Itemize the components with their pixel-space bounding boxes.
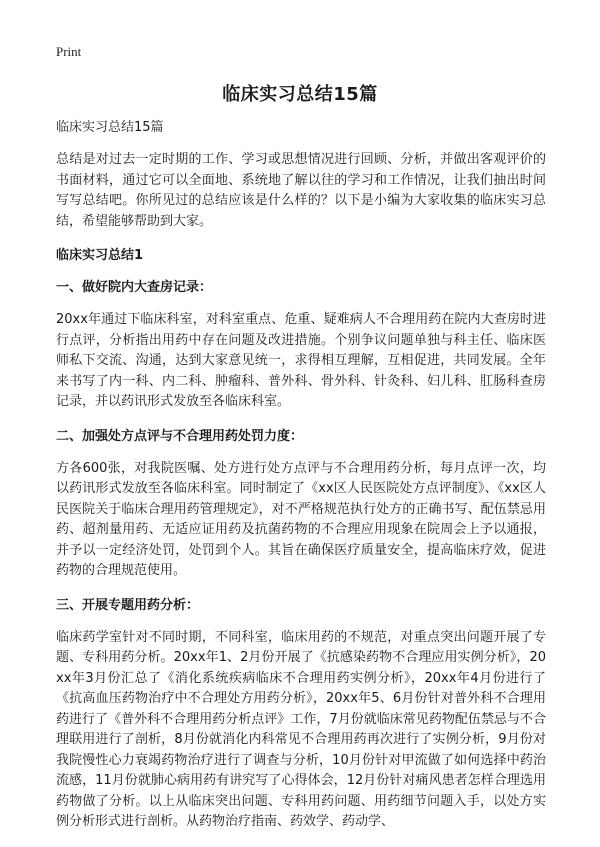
print-link[interactable]: Print [56,44,82,59]
article-body [56,118,546,847]
article-subtitle: 临床实习总结15篇 [56,120,164,135]
page-title: 临床实习总结15篇 [222,84,378,105]
paragraph-1: 20xx年通过下临床科室，对科室重点、危重、疑难病人不合理用药在院内大查房时进行点评，分析指出用药中存在问题及改进措施。个别争议问题单独与科主任、临床医师私下交流、沟通，达到大家意见统一，求得相互理解，互相促进，共同发展。全年来书写了内一科、内二科、肿瘤科、普外科、骨外科、针灸科、妇儿科、肛肠科查房记录，并以药讯形式发放至各临床科室。 [56,312,546,409]
paragraph-3: 临床药学室针对不同时期，不同科室，临床用药的不规范，对重点突出问题开展了专题、专科用药分析。20xx年1、2月份开展了《抗感染药物不合理应用实例分析》，20xx年3月份汇总了《消化系统疾病临床不合理用药实例分析》，20xx年4月份进行了《抗高血压药物治疗中不合理处方用药分析》，20xx年5、6月份针对普外科不合理用药进行了《普外科不合理用药分析点评》工作，7月份就临床常见药物配伍禁忌与不合理联用进行了剖析，8月份就消化内科常见不合理用药再次进行了实例分析，9月份对我院慢性心力衰竭药物治疗进行了调查与分析，10月份针对甲流做了如何选择中药治流感，11月份就肺心病用药有讲究写了心得体会，12月份针对痛风患者怎样合理选用药物做了分析。以上从临床突出问题、专科用药问题、用药细节问题入手，以处方实例分析形式进行剖析。从药物治疗指南、药效学、药动学、 [56,629,546,829]
heading-3: 三、开展专题用药分析： [56,597,200,613]
intro-paragraph: 总结是对过去一定时期的工作、学习或思想情况进行回顾、分析，并做出客观评价的书面材料，通过它可以全面地、系统地了解以往的学习和工作情况，让我们抽出时间写写总结吧。你所见过的总结应该是什么样的？以下是小编为大家收集的临床实习总结，希望能够帮助到大家。 [56,152,546,229]
paragraph-2: 方各600张，对我院医嘱、处方进行处方点评与不合理用药分析，每月点评一次，均以药讯形式发放至各临床科室。同时制定了《xx区人民医院处方点评制度》、《xx区人民医院关于临床合理用药管理规定》，对不严格规范执行处方的正确书写、配伍禁忌用药、超剂量用药、无适应证用药及抗菌药物的不合理应用现象在院周会上予以通报，并予以一定经济处罚，处罚到个人。其旨在确保医疗质量安全，提高临床疗效，促进药物的合理规范使用。 [56,460,546,578]
heading-2: 二、加强处方点评与不合理用药处罚力度： [56,428,304,444]
heading-1: 一、做好院内大查房记录： [56,280,213,295]
section-1-title: 临床实习总结1 [56,248,144,263]
